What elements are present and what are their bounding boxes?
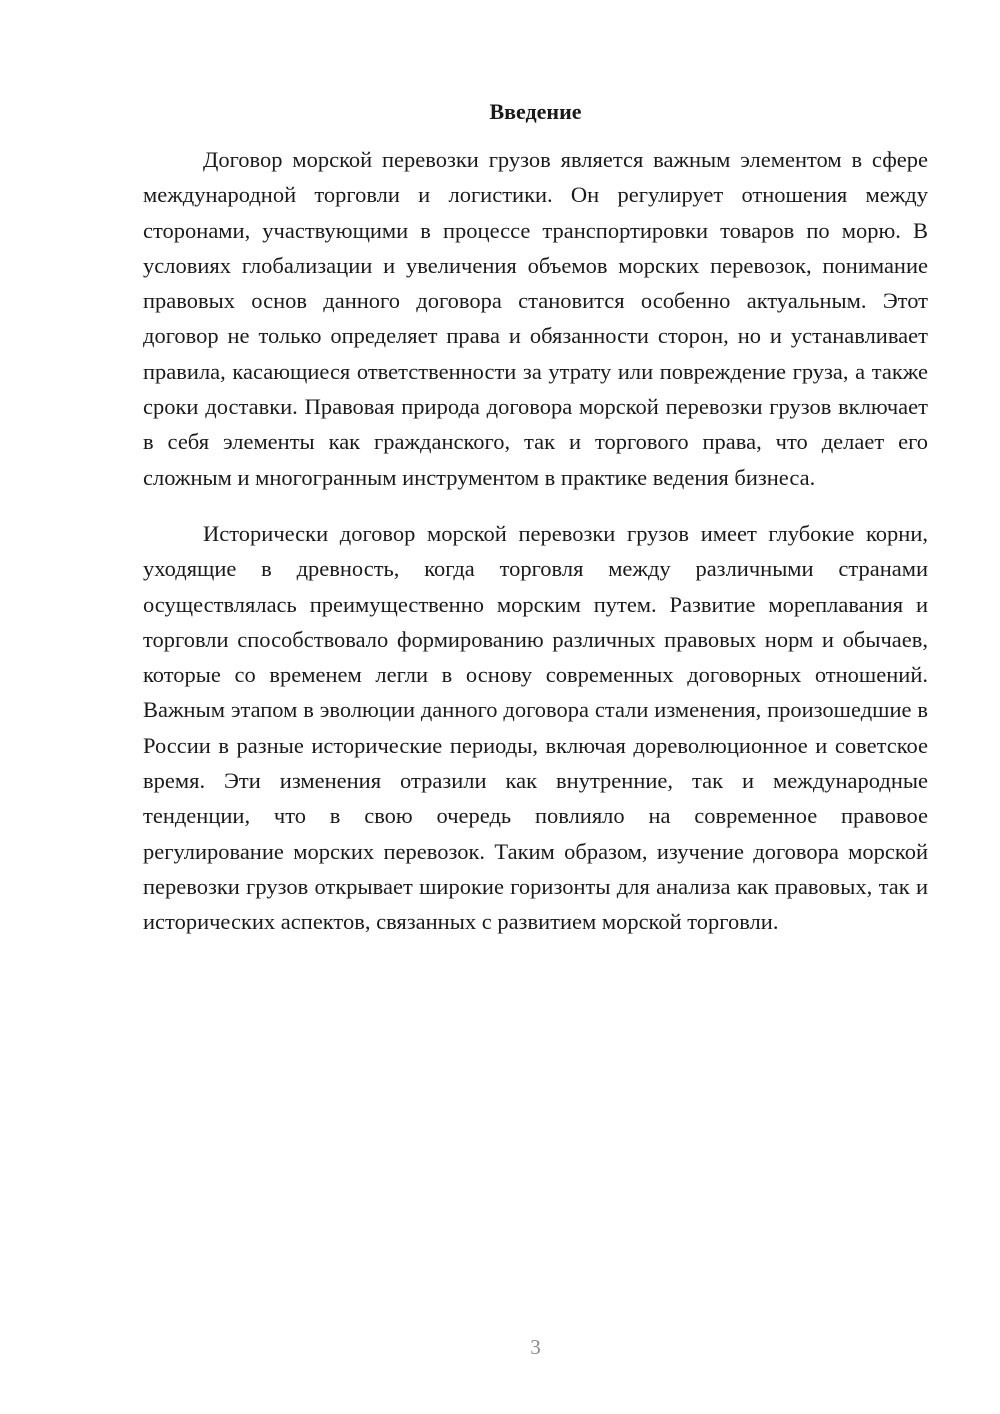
paragraph-2: Исторически договор морской перевозки грузов имеет глубокие корни, уходящие в древность, когда торговля между различными странами осуществлялась преимущественно морским путем. Развитие мореплавания и торговли способствовало формированию различных правовых норм и обычаев, которые со временем легли в основу современных договорных отношений. Важным этапом в эволюции данного договора стали изменения, произошедшие в России в разные исторические периоды, включая дореволюционное и советское время. Эти изменения отразили как внутренние, так и международные тенденции, что в свою очередь повлияло на современное правовое регулирование морских перевозок. Таким образом, изучение договора морской перевозки грузов открывает широкие горизонты для анализа как правовых, так и исторических аспектов, связанных с развитием морской торговли. <box>143 520 928 935</box>
body-text <box>143 142 928 940</box>
paragraph-1: Договор морской перевозки грузов является важным элементом в сфере международной торговли и логистики. Он регулирует отношения между сторонами, участвующими в процессе транспортировки товаров по морю. В условиях глобализации и увеличения объемов морских перевозок, понимание правовых основ данного договора становится особенно актуальным. Этот договор не только определяет права и обязанности сторон, но и устанавливает правила, касающиеся ответственности за утрату или повреждение груза, а также сроки доставки. Правовая природа договора морской перевозки грузов включает в себя элементы как гражданского, так и торгового права, что делает его сложным и многогранным инструментом в практике ведения бизнеса. <box>143 147 928 490</box>
section-heading: Введение <box>489 99 582 124</box>
page-number: 3 <box>530 1335 541 1359</box>
